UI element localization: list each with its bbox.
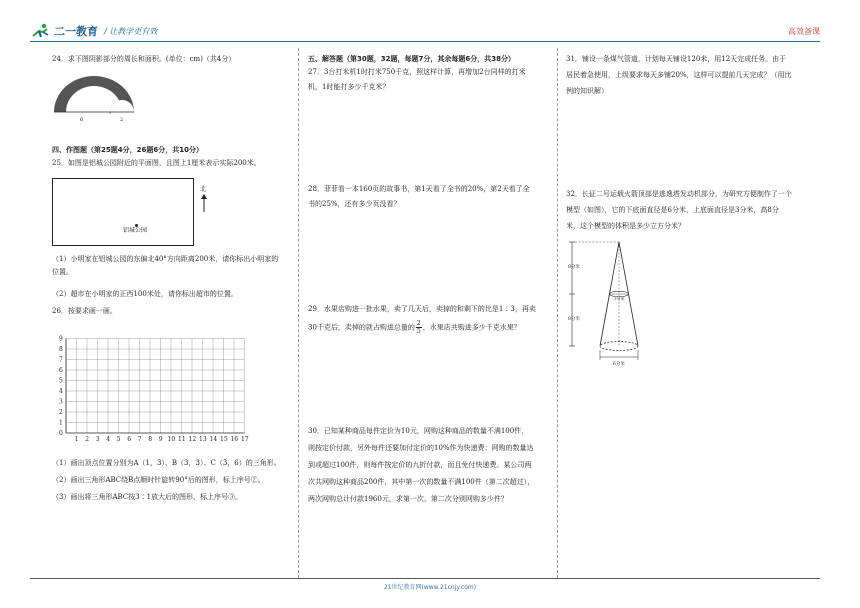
question-25-2: （2）超市在小明家的正西100米处，请你标出超市的位置。: [52, 290, 238, 298]
page-footer: 21世纪教育网(www.21cnjy.com): [383, 584, 477, 591]
question-30b: 则按定价付款，另外每件还要加付定价的10%作为快递费；网购的数量达: [308, 444, 534, 452]
question-30d: 次共网购这种商品200件，其中第一次的数量不满100件（第二次超过），: [308, 478, 535, 486]
question-26-3: （3）画出将三角形ABC按3∶1放大后的图形，标上序号③。: [52, 493, 243, 501]
grid-y-tick-label: 0: [59, 430, 63, 437]
grid-x-tick-label: 9: [158, 436, 163, 443]
logo-text: 二一教育: [54, 25, 98, 38]
question-28a: 28．菲菲看一本160页的故事书，第1天看了全书的20%，第2天看了全: [308, 185, 530, 193]
grid-x-tick-label: 13: [199, 436, 207, 443]
footer-divider: [30, 578, 820, 579]
header-divider: [30, 41, 820, 42]
grid-x-tick-label: 1: [74, 436, 79, 443]
question-26-2: （2）画出三角形ABC绕B点顺时针旋转90°后的图形，标上序号②。: [52, 476, 265, 484]
question-32b: 模型（如图），它的下底面直径是6分米，上底面直径是3分米，高8分: [566, 206, 779, 214]
bottom-height-label: 8分米: [568, 317, 580, 322]
grid-x-tick-label: 17: [241, 436, 249, 443]
grid-x-tick-label: 3: [95, 436, 100, 443]
semicircle-figure: [52, 70, 142, 122]
bottom-diameter-label: 6分米: [613, 362, 625, 367]
question-29b: [308, 320, 521, 335]
park-map: [52, 178, 194, 246]
question-32c: 米，这个模型的体积是多少立方分米？: [566, 222, 685, 230]
grid-y-tick-label: 1: [59, 419, 63, 427]
question-24: 24．求下图阴影部分的周长和面积。(单位：cm)（共4分）: [52, 55, 236, 63]
grid-y-tick-label: 7: [59, 356, 63, 364]
question-30e: 两次网购总计付款1960元，求第一次、第二次分别网购多少件？: [308, 495, 508, 503]
question-32a: 32．长征二号运载火箭顶部是逃逸塔发动机部分，为研究方便制作了一个: [566, 190, 792, 198]
question-26-1: （1）画出顶点位置分别为A（1，3）、B（3，3）、C（3，6）的三角形。: [52, 459, 281, 467]
grid-x-tick-label: 10: [167, 436, 176, 443]
grid-x-tick-label: 11: [178, 436, 186, 443]
grid-x-tick-label: 12: [188, 436, 197, 443]
north-label: 北: [200, 186, 207, 193]
grid-y-tick-label: 6: [59, 367, 63, 374]
brand-logo: [30, 22, 157, 40]
question-26: 26．按要求画一画。: [52, 307, 117, 315]
dim-label-6: 6: [80, 117, 84, 122]
fraction-numerator: 2: [416, 320, 421, 327]
grid-y-tick-label: 4: [59, 388, 63, 395]
cone-model-figure: [566, 238, 656, 368]
column-divider: [557, 48, 558, 578]
grid-y-tick-label: 5: [59, 377, 63, 385]
slogan: / 让教学更有效: [104, 26, 158, 36]
section-4-title: 四、作图题（第25题4分，26题6分，共10分）: [52, 146, 203, 154]
question-31b: 居民着急使用，上级要求每天多铺20%，这样可以提前几天完成？（用比: [566, 71, 792, 79]
question-31c: 例的知识解）: [566, 87, 608, 95]
question-25-1a: （1）小明家在铝城公园的东偏北40°方向距离200米，请你标出小明家的: [52, 255, 279, 263]
north-arrow: [200, 186, 208, 217]
q29b-pre: 30千克后，卖掉的就占购进总量的: [308, 323, 415, 332]
grid-x-tick-label: 2: [85, 436, 90, 443]
grid-y-tick-label: 2: [59, 409, 63, 416]
coordinate-grid: [52, 329, 262, 449]
runner-logo-icon: [30, 23, 52, 39]
page-header: [30, 22, 820, 42]
question-31a: 31．铺设一条煤气管道，计划每天铺设120米，用12天完成任务。由于: [566, 55, 787, 63]
arrow-up-icon: [200, 194, 208, 212]
question-28b: 书的25%，还有多少页没看？: [308, 200, 401, 208]
park-label: 铝城公园: [123, 227, 148, 234]
fraction-2-5: [416, 320, 422, 335]
grid-x-tick-label: 15: [220, 436, 228, 443]
grid-y-tick-label: 9: [59, 335, 63, 343]
dim-label-2: 2: [120, 117, 124, 122]
header-right-label: 高效备课: [788, 27, 820, 36]
grid-y-tick-label: 3: [59, 398, 63, 406]
grid-x-tick-label: 7: [137, 436, 142, 443]
grid-x-tick-label: 8: [148, 436, 153, 443]
grid-y-tick-label: 8: [59, 346, 63, 353]
grid-x-tick-label: 5: [116, 436, 121, 443]
question-29a: 29．水果店购进一批水果，卖了几天后，卖掉的和剩下的比是1∶3，再卖: [308, 305, 536, 313]
question-27a: 27．3台打米机1时打米750千克，照这样计算，再增加2台同样的打米: [308, 68, 526, 76]
grid-x-tick-label: 4: [106, 436, 111, 443]
grid-x-tick-label: 16: [230, 436, 239, 443]
q29b-post: ，水果店共购进多少千克水果？: [422, 323, 521, 332]
top-diameter-label: 3分米: [614, 296, 625, 301]
grid-x-tick-label: 14: [209, 436, 218, 443]
column-divider: [298, 48, 299, 578]
question-30c: 到或超过100件，则每件按定价的九折付款，而且免付快递费。某公司两: [308, 461, 532, 469]
question-27b: 机，1时能打多少千克米？: [308, 83, 390, 91]
grid-x-tick-label: 6: [127, 436, 132, 443]
top-height-label: 8分米: [568, 265, 580, 270]
fraction-denominator: 5: [416, 328, 421, 335]
question-30a: 30．已知某种商品每件定价为10元，网购这种商品的数量不满100件，: [308, 427, 529, 435]
question-25: 25．如图是铝城公园附近的平面图，且图上1厘米表示实际200米。: [52, 159, 261, 167]
question-25-1b: 位置。: [52, 268, 73, 276]
section-5-title: 五、解答题（第30题，32题，每题7分，其余每题6分，共38分）: [308, 55, 515, 63]
